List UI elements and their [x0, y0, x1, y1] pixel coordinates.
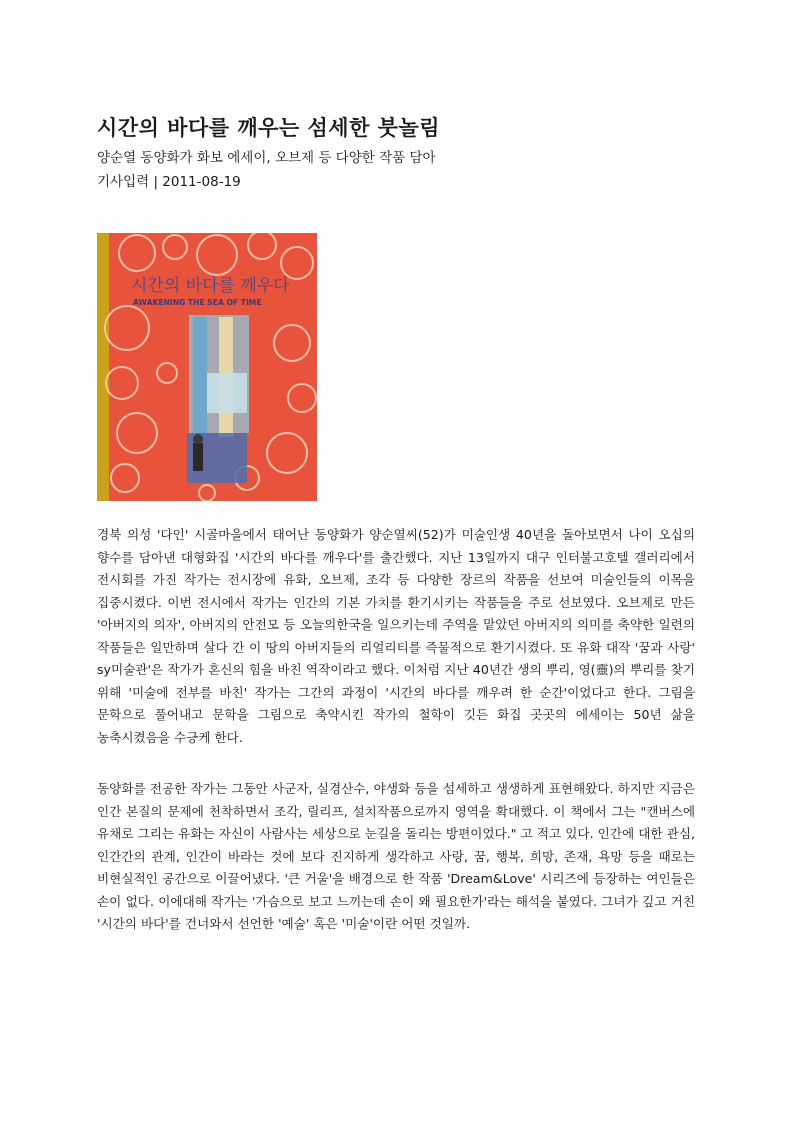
book-cover-image — [97, 233, 317, 501]
article-title: 시간의 바다를 깨우는 섬세한 붓놀림 — [97, 116, 441, 140]
cover-title-en: AWAKENING THE SEA OF TIME — [133, 298, 262, 307]
article-paragraph-1: 경북 의성 '다인' 시골마을에서 태어난 동양화가 양순열씨(52)가 미술인생 40년을 돌아보면서 나이 오십의 향수를 담아낸 대형화집 '시간의 바다를 깨우다'를 출간했다. 지난 13일까지 대구 인터불고호텔 갤러리에서 전시회를 가진 작가는 전시장에 유화, 오브제, 조각 등 다양한 장르의 작품을 선보여 미술인들의 이목을 집중시켰다. 이번 전시에서 작가는 인간의 기본 가치를 환기시키는 작품들을 주로 선보였다. 오브제로 만든 '아버지의 의자', 아버지의 안전모 등 오늘의한국을 일으키는데 주역을 맡았던 아버지의 의미를 축약한 일련의 작품들은 일만하며 살다 간 이 땅의 아버지들의 리얼리티를 즉물적으로 환기시켰다. 또 유화 대작 '꿈과 사랑' sy미술관'은 작가가 혼신의 힘을 바친 역작이라고 했다. 이처럼 지난 40년간 생의 뿌리, 영(靈)의 뿌리를 찾기 위해 '미술에 전부를 바친' 작가는 그간의 과정이 '시간의 바다를 깨우려 한 순간'이었다고 한다. 그림을 문학으로 풀어내고 문학을 그림으로 축약시킨 작가의 철학이 깃든 화집 곳곳의 에세이는 50년 삶을 농축시켰음을 수긍케 한다. — [97, 527, 695, 745]
cover-title-ko: 시간의 바다를 깨우다 — [131, 276, 290, 296]
article-dateline: 기사입력 | 2011-08-19 — [97, 174, 241, 190]
article-paragraph-2: 동양화를 전공한 작가는 그동안 사군자, 실경산수, 야생화 등을 섬세하고 생생하게 표현해왔다. 하지만 지금은 인간 본질의 문제에 천착하면서 조각, 릴리프, 설치작품으로까지 영역을 확대했다. 이 책에서 그는 "캔버스에 유채로 그리는 유화는 자신이 사람사는 세상으로 눈길을 돌리는 방편이었다." 고 적고 있다. 인간에 대한 관심, 인간간의 관계, 인간이 바라는 것에 보다 진지하게 생각하고 사랑, 꿈, 행복, 희망, 존재, 욕망 등을 때로는 비현실적인 공간으로 이끌어냈다. '큰 거울'을 배경으로 한 작품 'Dream&Love' 시리즈에 등장하는 여인들은 손이 없다. 이에대해 작가는 '가슴으로 보고 느끼는데 손이 왜 필요한가'라는 해석을 붙였다. 그녀가 깊고 거친 '시간의 바다'를 건너와서 선언한 '예술' 혹은 '미술'이란 어떤 것일까. — [97, 781, 695, 931]
cover-light-beam — [193, 317, 207, 437]
cover-spine — [97, 233, 109, 501]
article-subtitle: 양순열 동양화가 화보 에세이, 오브제 등 다양한 작품 담아 — [97, 150, 436, 166]
cover-figure — [193, 443, 203, 471]
